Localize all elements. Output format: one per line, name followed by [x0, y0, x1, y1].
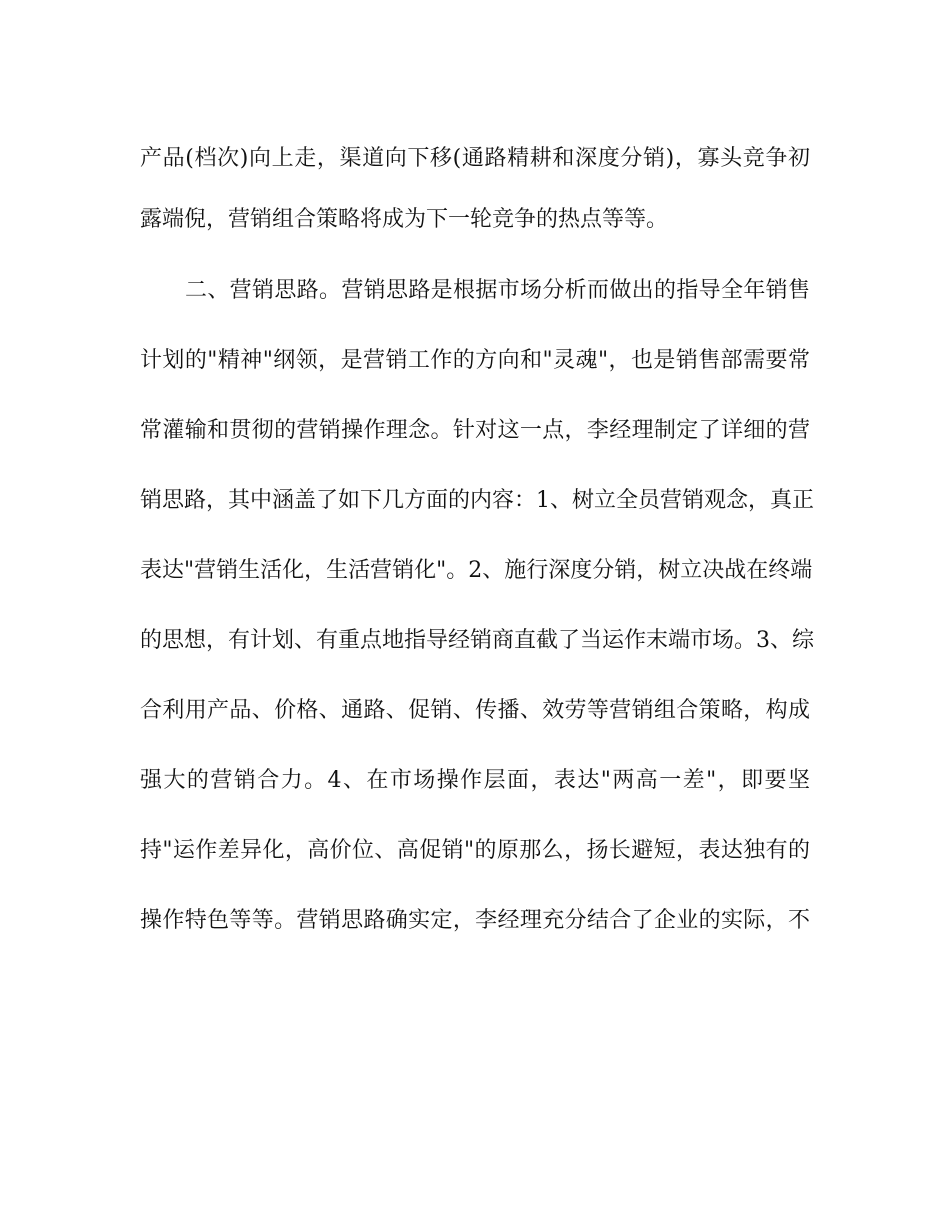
paragraph-line-4: 计划的"精神"纲领，是营销工作的方向和"灵魂"，也是销售部需要常 — [140, 348, 810, 373]
paragraph-line-7: 表达"营销生活化，生活营销化"。2、施行深度分销，树立决战在终端 — [140, 558, 813, 583]
paragraph-line-8: 的思想，有计划、有重点地指导经销商直截了当运作末端市场。3、综 — [140, 628, 814, 653]
paragraph-line-5: 常灌输和贯彻的营销操作理念。针对这一点，李经理制定了详细的营 — [140, 418, 810, 443]
paragraph-line-11: 持"运作差异化，高价位、高促销"的原那么，扬长避短，表达独有的 — [140, 838, 810, 863]
paragraph-line-10: 强大的营销合力。4、在市场操作层面，表达"两高一差"，即要坚 — [140, 768, 810, 793]
paragraph-line-6: 销思路，其中涵盖了如下几方面的内容：1、树立全员营销观念，真正 — [140, 488, 814, 513]
paragraph-line-2: 露端倪，营销组合策略将成为下一轮竞争的热点等等。 — [140, 207, 669, 232]
paragraph-line-12: 操作特色等等。营销思路确实定，李经理充分结合了企业的实际，不 — [140, 908, 810, 933]
paragraph-line-3: 二、营销思路。营销思路是根据市场分析而做出的指导全年销售 — [185, 278, 810, 303]
paragraph-line-9: 合利用产品、价格、通路、促销、传播、效劳等营销组合策略，构成 — [140, 698, 810, 723]
paragraph-line-1: 产品(档次)向上走，渠道向下移(通路精耕和深度分销)，寡头竞争初 — [140, 146, 810, 171]
